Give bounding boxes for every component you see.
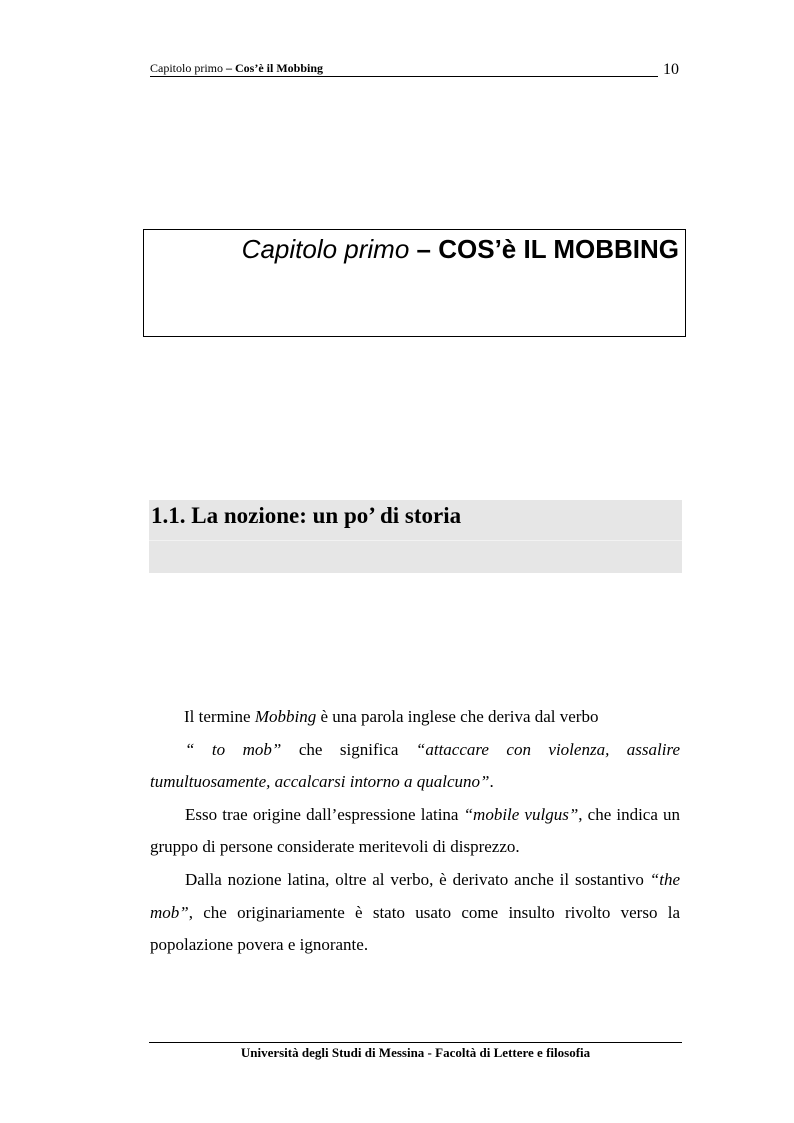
p3-before: Esso trae origine dall’espressione latina: [185, 804, 464, 824]
p4-before: Dalla nozione latina, oltre al verbo, è derivato anche il sostantivo: [185, 869, 650, 889]
chapter-title-box: [143, 229, 686, 337]
p1-before: Il termine: [184, 707, 255, 726]
p2-end: .: [489, 772, 494, 792]
p3-after: , che indica un gruppo di persone considerate meritevoli di disprezzo.: [150, 804, 680, 857]
paragraph-2: [150, 734, 680, 799]
p1-term: Mobbing: [254, 707, 317, 726]
chapter-label: Capitolo primo: [241, 234, 410, 264]
header-chapter-label: Capitolo primo: [150, 61, 223, 75]
p1-after: è una parola inglese che deriva dal verbo: [316, 707, 599, 726]
p4-after: , che originariamente è stato usato come insulto rivolto verso la popolazione povera e ignorante.: [150, 902, 680, 955]
p3-quote: “mobile vulgus”: [463, 804, 579, 824]
body-text: [150, 701, 680, 962]
header-chapter-title: – Cos’è il Mobbing: [223, 61, 324, 75]
section-title: 1.1. La nozione: un po’ di storia: [151, 503, 462, 528]
footer-rule: [149, 1042, 682, 1043]
footer-text: Università degli Studi di Messina - Facoltà di Lettere e filosofia: [240, 1045, 591, 1060]
p4-quote: “the mob”: [150, 869, 680, 922]
paragraph-3: [150, 799, 680, 864]
section-band-divider: [149, 540, 682, 541]
p2-quote2: “attaccare con violenza, assalire tumultuosamente, accalcarsi intorno a qualcuno”: [150, 739, 680, 792]
paragraph-1: [150, 701, 680, 734]
chapter-name: – COS’è IL MOBBING: [416, 234, 679, 264]
p2-middle: che significa: [281, 739, 416, 759]
paragraph-4: [150, 864, 680, 962]
running-header: [150, 61, 658, 77]
chapter-title: [242, 234, 679, 264]
page-number: 10: [663, 61, 679, 78]
p2-quote1: “ to mob”: [185, 739, 282, 759]
section-heading-band: [149, 500, 682, 573]
